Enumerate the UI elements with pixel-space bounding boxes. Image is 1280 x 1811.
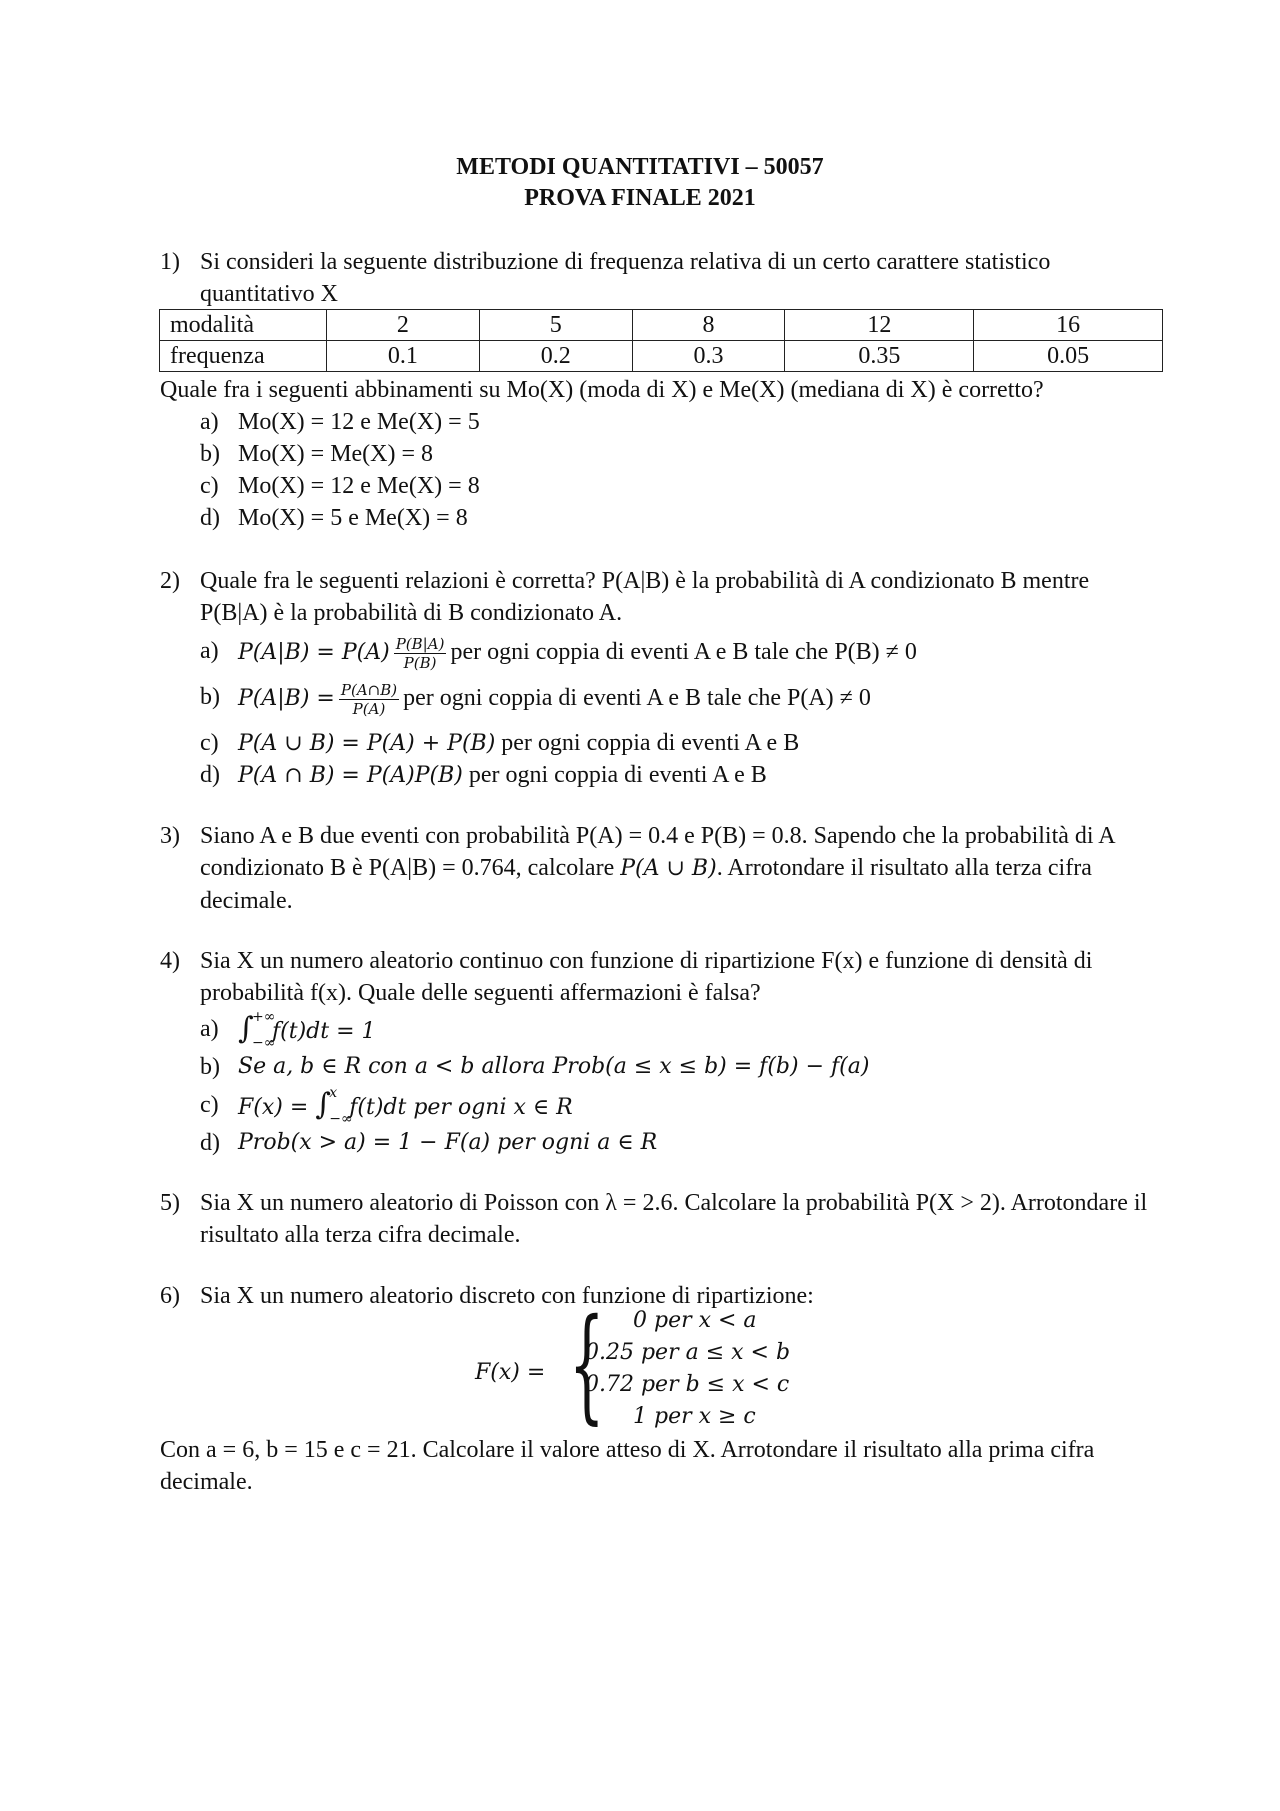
integral-upper: +∞ <box>252 1009 276 1025</box>
page-title <box>0 152 1280 214</box>
option-text <box>238 1085 573 1127</box>
question-text <box>200 820 1160 917</box>
integral-upper: x <box>329 1085 338 1101</box>
option-b <box>200 1051 1160 1089</box>
option-text <box>238 1009 376 1051</box>
option-text: Mo(X) = 5 e Me(X) = 8 <box>238 505 468 531</box>
formula: P(A|B) = P(A) <box>238 640 390 666</box>
question-4 <box>160 945 1160 1165</box>
question-text-part: Siano A e B due eventi con probabilità P(A) = 0.4 e P(B) = 0.8. Sapendo che la probabilità di A condizionato B è P(A|B) = 0.764, calcolare <box>200 823 1115 881</box>
case-line: 0.72 per b ≤ x < c <box>585 1372 790 1397</box>
option-text <box>238 759 767 792</box>
question-number: 2) <box>160 568 180 594</box>
option-text: Prob(x > a) = 1 − F(a) per ogni a ∈ R <box>238 1130 658 1155</box>
question-text: Sia X un numero aleatorio continuo con funzione di ripartizione F(x) e funzione di densità di probabilità f(x). Quale delle seguenti affermazioni è falsa? <box>200 948 1093 1006</box>
fraction <box>394 635 447 672</box>
option-c <box>200 1085 1160 1127</box>
table-row <box>160 310 1163 341</box>
table-cell: 8 <box>632 310 785 341</box>
option-tail: per ogni coppia di eventi A e B tale che P(A) ≠ 0 <box>403 685 871 712</box>
table-cell: 16 <box>974 310 1163 341</box>
option-a <box>200 635 1160 681</box>
formula: P(A ∩ B) = P(A)P(B) <box>238 763 463 788</box>
option-c <box>200 727 1160 759</box>
case-line: 0 per x < a <box>633 1308 757 1333</box>
option-c <box>200 470 1160 502</box>
formula: P(A|B) = <box>238 686 335 712</box>
table-row <box>160 341 1163 372</box>
option-label: b) <box>200 441 220 467</box>
question-prompt: Quale fra i seguenti abbinamenti su Mo(X) (moda di X) e Me(X) (mediana di X) è corretto? <box>160 377 1044 403</box>
integral-lower: −∞ <box>329 1111 353 1127</box>
option-label: d) <box>200 1130 220 1156</box>
piecewise-function <box>475 1293 835 1445</box>
table-cell: 0.2 <box>479 341 632 372</box>
formula: f(t)dt per ogni x ∈ R <box>349 1095 573 1120</box>
formula: f(t)dt = 1 <box>272 1019 376 1044</box>
option-tail: per ogni coppia di eventi A e B <box>501 730 800 756</box>
question-number: 6) <box>160 1283 180 1309</box>
question-6-footer: Con a = 6, b = 15 e c = 21. Calcolare il valore atteso di X. Arrotondare il risultato alla prima cifra decimale. <box>160 1437 1095 1495</box>
integral-lower: −∞ <box>252 1035 276 1051</box>
question-1 <box>160 246 1160 310</box>
title-line-2: PROVA FINALE 2021 <box>524 185 756 211</box>
table-cell: 12 <box>785 310 974 341</box>
option-label: d) <box>200 505 220 531</box>
option-label: b) <box>200 684 220 710</box>
option-label: c) <box>200 473 219 499</box>
option-text: Mo(X) = 12 e Me(X) = 8 <box>238 473 480 499</box>
frequency-table <box>159 309 1163 372</box>
title-line-1: METODI QUANTITATIVI – 50057 <box>456 154 824 180</box>
table-cell: 0.3 <box>632 341 785 372</box>
option-b <box>200 438 1160 470</box>
option-label: d) <box>200 762 220 788</box>
option-text: Se a, b ∈ R con a < b allora Prob(a ≤ x ≤ b) = f(b) − f(a) <box>238 1054 870 1079</box>
numerator: P(A∩B) <box>340 681 398 699</box>
integral-sign: ∫ x −∞ <box>315 1089 349 1124</box>
fraction <box>339 681 399 718</box>
option-tail: per ogni coppia di eventi A e B tale che P(B) ≠ 0 <box>450 639 917 666</box>
question-text: Sia X un numero aleatorio di Poisson con λ = 2.6. Calcolare la probabilità P(X > 2). Arrotondare il risultato alla terza cifra decimale. <box>200 1190 1148 1248</box>
question-3 <box>160 820 1160 917</box>
brace-symbol: { <box>569 1293 605 1437</box>
option-text <box>238 635 917 672</box>
denominator: P(B) <box>403 654 437 672</box>
option-label: a) <box>200 638 219 664</box>
option-tail: per ogni coppia di eventi A e B <box>468 762 767 788</box>
option-d <box>200 1127 1160 1165</box>
formula: F(x) = <box>238 1095 309 1120</box>
table-cell: 5 <box>479 310 632 341</box>
question-text: Si consideri la seguente distribuzione di frequenza relativa di un certo carattere statistico quantitativo X <box>200 249 1051 307</box>
table-cell: 0.35 <box>785 341 974 372</box>
option-a <box>200 1009 1160 1051</box>
option-text <box>238 727 799 760</box>
option-b <box>200 681 1160 727</box>
case-line: 0.25 per a ≤ x < b <box>585 1340 791 1365</box>
table-cell: 0.1 <box>327 341 480 372</box>
question-5 <box>160 1187 1160 1251</box>
formula: P(A ∪ B) = P(A) + P(B) <box>238 731 496 756</box>
question-text: Sia X un numero aleatorio discreto con funzione di ripartizione: <box>200 1283 814 1309</box>
question-number: 1) <box>160 249 180 275</box>
table-cell: 2 <box>327 310 480 341</box>
option-text: Mo(X) = 12 e Me(X) = 5 <box>238 409 480 435</box>
question-1-prompt <box>160 374 1160 534</box>
question-number: 3) <box>160 823 180 849</box>
option-label: c) <box>200 730 219 756</box>
table-cell: frequenza <box>160 341 327 372</box>
denominator: P(A) <box>352 700 386 718</box>
option-a <box>200 406 1160 438</box>
question-number: 5) <box>160 1190 180 1216</box>
function-lhs: F(x) = <box>475 1360 546 1385</box>
option-label: c) <box>200 1092 219 1118</box>
option-label: a) <box>200 1016 219 1042</box>
table-cell: modalità <box>160 310 327 341</box>
integral-sign: ∫ +∞ −∞ <box>238 1013 272 1048</box>
formula: P(A ∪ B) <box>620 856 717 881</box>
question-2 <box>160 565 1160 791</box>
option-text <box>238 681 871 718</box>
question-text: Quale fra le seguenti relazioni è corretta? P(A|B) è la probabilità di A condizionato B mentre P(B|A) è la probabilità di B condizionato A. <box>200 568 1090 626</box>
case-line: 1 per x ≥ c <box>633 1404 756 1429</box>
question-text-part: . Arrotondare il risultato alla terza cifra decimale. <box>200 855 1092 914</box>
option-label: b) <box>200 1054 220 1080</box>
option-label: a) <box>200 409 219 435</box>
question-number: 4) <box>160 948 180 974</box>
option-text: Mo(X) = Me(X) = 8 <box>238 441 434 467</box>
option-d <box>200 502 1160 534</box>
option-d <box>200 759 1160 791</box>
numerator: P(B|A) <box>395 635 445 653</box>
table-cell: 0.05 <box>974 341 1163 372</box>
